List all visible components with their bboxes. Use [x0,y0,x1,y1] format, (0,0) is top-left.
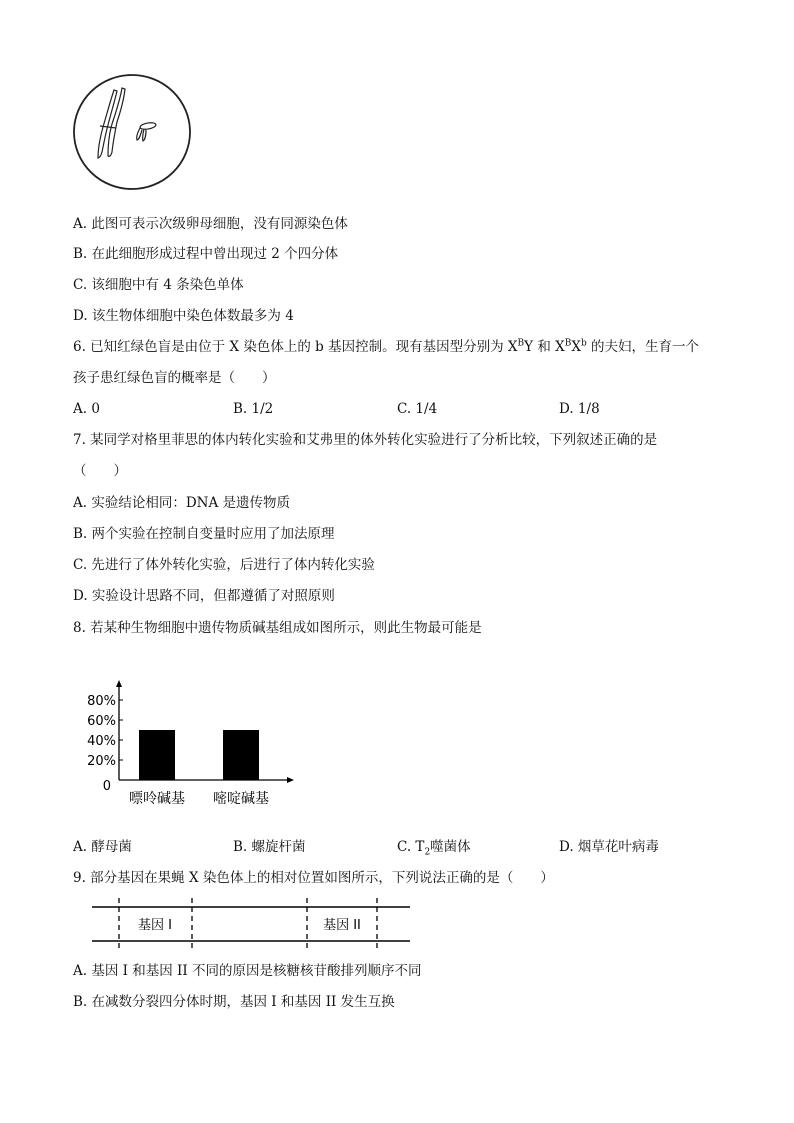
y-tick-label: 60% [87,714,116,729]
gene2-label: 基因 II [323,918,361,933]
y-tick-label: 80% [87,694,116,709]
q6-option-a: A. 0 [73,401,100,417]
large-chromosome [98,88,125,158]
q6-option-b: B. 1/2 [233,401,274,417]
x-category-label: 嘌呤碱基 [129,791,185,807]
q7-option-a: A. 实验结论相同：DNA 是遗传物质 [73,495,291,511]
q5-option-c: C. 该细胞中有 4 条染色单体 [73,277,244,293]
chromosome-gene-diagram [88,896,414,956]
q6-option-d: D. 1/8 [559,401,600,417]
q8-option-b: B. 螺旋杆菌 [233,839,306,855]
small-chromosome [137,122,157,141]
gene1-label: 基因 I [138,918,172,933]
y-tick-label: 40% [87,734,116,749]
y-axis-arrow [116,680,122,687]
q9-option-b: B. 在减数分裂四分体时期，基因 I 和基因 II 发生互换 [73,994,395,1010]
q5-option-a: A. 此图可表示次级卵母细胞，没有同源染色体 [73,216,348,232]
q7-option-c: C. 先进行了体外转化实验，后进行了体内转化实验 [73,557,375,573]
q6-stem-line2: 孩子患红绿色盲的概率是（ ） [73,370,276,386]
q8-option-a: A. 酵母菌 [73,839,132,855]
q9-option-a: A. 基因 I 和基因 II 不同的原因是核糖核苷酸排列顺序不同 [73,963,422,979]
q5-option-b: B. 在此细胞形成过程中曾出现过 2 个四分体 [73,246,339,262]
q6-option-c: C. 1/4 [397,401,438,417]
q8-option-c: C. $T_2$噬菌体 [397,839,471,858]
q9-stem: 9. 部分基因在果蝇 X 染色体上的相对位置如图所示，下列说法正确的是（ ） [73,870,554,886]
q8-option-d: D. 烟草花叶病毒 [559,839,659,855]
q7-stem-line2: （ ） [73,463,127,479]
y-tick-label: 20% [87,754,116,769]
q6-stem-line1: 6. 已知红绿色盲是由位于 X 染色体上的 b 基因控制。现有基因型分别为 $X^BY$ 和 $X^BX^b$ 的夫妇，生育一个 [73,338,700,355]
x-axis-arrow [287,777,294,783]
base-composition-chart [78,680,308,810]
cell-membrane [74,75,190,189]
q5-option-d: D. 该生物体细胞中染色体数最多为 4 [73,308,294,324]
q7-option-d: D. 实验设计思路不同，但都遵循了对照原则 [73,588,335,604]
q7-option-b: B. 两个实验在控制自变量时应用了加法原理 [73,526,335,542]
x-category-label: 嘧啶碱基 [213,791,269,807]
bar-2 [223,730,259,780]
cell-diagram [70,72,198,194]
q8-stem: 8. 若某种生物细胞中遗传物质碱基组成如图所示，则此生物最可能是 [73,620,482,636]
q7-stem-line1: 7. 某同学对格里菲思的体内转化实验和艾弗里的体外转化实验进行了分析比较，下列叙述正确的是 [73,432,658,448]
y-tick-label: 0 [102,779,111,794]
bar-1 [139,730,175,780]
